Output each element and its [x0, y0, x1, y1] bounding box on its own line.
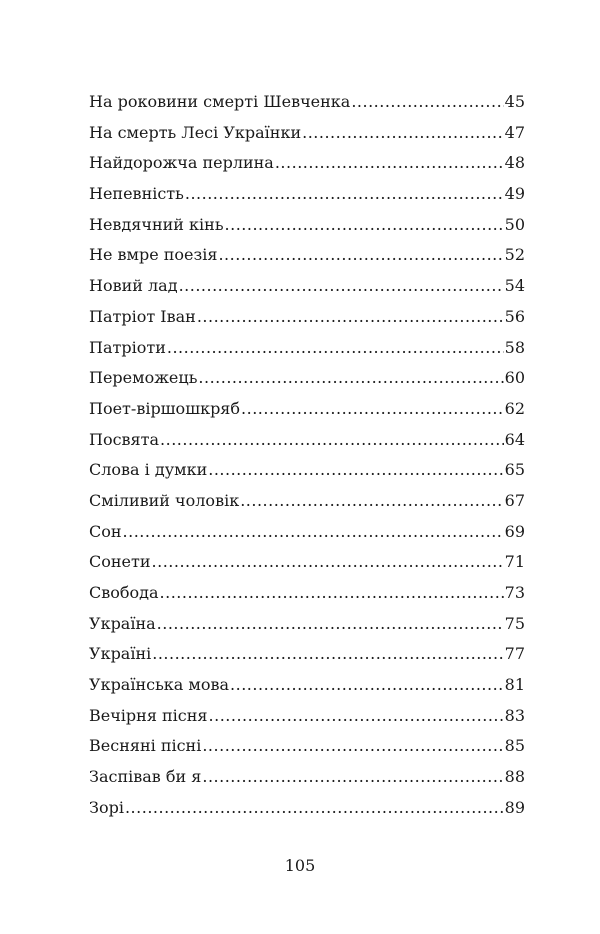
toc-dot-leader [198, 363, 503, 394]
toc-entry-page: 73 [504, 583, 525, 602]
toc-dot-leader [157, 609, 504, 640]
toc-entry[interactable] [89, 701, 525, 732]
toc-entry-page: 85 [504, 736, 525, 756]
toc-entry-title: Свобода [89, 583, 159, 602]
toc-entry-title: Найдорожча перлина [89, 153, 274, 173]
toc-entry-page: 89 [504, 797, 525, 817]
toc-entry[interactable] [89, 670, 525, 701]
toc-dot-leader [123, 517, 504, 548]
toc-entry-page: 58 [504, 337, 525, 357]
toc-dot-leader [160, 578, 504, 609]
toc-dot-leader [230, 670, 504, 701]
toc-dot-leader [197, 302, 504, 333]
toc-entry-title: Сонети [89, 552, 151, 572]
toc-entry-page: 64 [504, 429, 525, 449]
toc-entry-page: 69 [504, 521, 525, 541]
toc-entry[interactable] [89, 363, 525, 394]
toc-dot-leader [185, 179, 504, 210]
toc-entry[interactable] [89, 547, 525, 578]
toc-entry[interactable] [89, 333, 525, 364]
toc-dot-leader [160, 425, 504, 456]
toc-entry[interactable] [89, 240, 525, 271]
toc-entry-title: Весняні пісні [89, 736, 202, 756]
toc-entry[interactable] [89, 609, 525, 640]
toc-entry[interactable] [89, 179, 525, 210]
toc-entry-page: 60 [504, 368, 525, 388]
toc-entry-title: На роковини смерті Шевченка [89, 92, 351, 111]
toc-dot-leader [167, 333, 504, 364]
toc-entry[interactable] [89, 148, 525, 179]
toc-entry[interactable] [89, 118, 525, 149]
toc-entry-title: Україна [89, 613, 156, 633]
toc-dot-leader [152, 547, 504, 578]
toc-dot-leader [351, 87, 503, 118]
toc-entry[interactable] [89, 762, 525, 793]
toc-entry[interactable] [89, 87, 525, 118]
toc-entry-page: 54 [504, 276, 525, 296]
toc-entry[interactable] [89, 731, 525, 762]
toc-dot-leader [275, 148, 504, 179]
toc-entry-title: Посвята [89, 429, 160, 449]
toc-entry[interactable] [89, 578, 525, 609]
toc-entry-title: Зорі [89, 797, 124, 817]
toc-entry[interactable] [89, 793, 525, 824]
toc-entry-title: Патріоти [89, 337, 166, 357]
toc-entry-title: Заспівав би я [89, 767, 202, 787]
toc-dot-leader [241, 394, 504, 425]
toc-entry[interactable] [89, 210, 525, 241]
toc-entry-page: 52 [504, 245, 525, 265]
toc-entry-page: 48 [504, 153, 525, 173]
toc-entry-page: 71 [504, 552, 525, 572]
toc-entry-page: 45 [504, 92, 525, 111]
toc-entry-page: 49 [504, 184, 525, 204]
toc-dot-leader [179, 271, 504, 302]
toc-entry[interactable] [89, 394, 525, 425]
toc-dot-leader [202, 731, 503, 762]
toc-entry-title: Сміливий чоловік [89, 490, 240, 510]
toc-entry-title: Українська мова [89, 675, 230, 695]
toc-entry[interactable] [89, 425, 525, 456]
toc-dot-leader [225, 210, 504, 241]
toc-entry-page: 77 [504, 644, 525, 664]
toc-entry-title: Непевність [89, 184, 184, 204]
toc-entry-title: На смерть Лесі Українки [89, 122, 302, 142]
toc-dot-leader [302, 118, 504, 149]
toc-dot-leader [209, 701, 504, 732]
toc-entry-title: Сон [89, 521, 122, 541]
toc-entry-page: 56 [504, 306, 525, 326]
toc-entry-title: Україні [89, 644, 152, 664]
toc-entry-page: 81 [504, 675, 525, 695]
toc-entry[interactable] [89, 639, 525, 670]
toc-entry[interactable] [89, 271, 525, 302]
toc-entry-page: 50 [504, 214, 525, 234]
page-number: 105 [284, 856, 316, 875]
toc-entry-title: Переможець [89, 368, 198, 388]
toc-dot-leader [218, 240, 503, 271]
toc-entry[interactable] [89, 302, 525, 333]
toc-entry-page: 83 [504, 705, 525, 725]
toc-entry-page: 88 [504, 767, 525, 787]
toc-dot-leader [125, 793, 504, 824]
toc-entry-title: Слова і думки [89, 460, 208, 480]
toc-entry-title: Патріот Іван [89, 306, 196, 326]
toc-dot-leader [208, 455, 503, 486]
toc-entry-title: Вечірня пісня [89, 705, 208, 725]
toc-entry-title: Не вмре поезія [89, 245, 218, 265]
toc-dot-leader [152, 639, 503, 670]
toc-entry-page: 75 [504, 613, 525, 633]
toc-entry-page: 65 [504, 460, 525, 480]
toc-entry[interactable] [89, 517, 525, 548]
toc-entry-page: 47 [504, 122, 525, 142]
toc-entry[interactable] [89, 486, 525, 517]
toc-entry[interactable] [89, 455, 525, 486]
toc-entry-title: Новий лад [89, 276, 178, 296]
toc-entry-page: 62 [504, 398, 525, 418]
toc-dot-leader [202, 762, 503, 793]
toc-entry-title: Поет-віршошкряб [89, 398, 241, 418]
table-of-contents [89, 87, 525, 824]
toc-entry-page: 67 [504, 490, 525, 510]
toc-entry-title: Невдячний кінь [89, 214, 224, 234]
toc-dot-leader [240, 486, 503, 517]
